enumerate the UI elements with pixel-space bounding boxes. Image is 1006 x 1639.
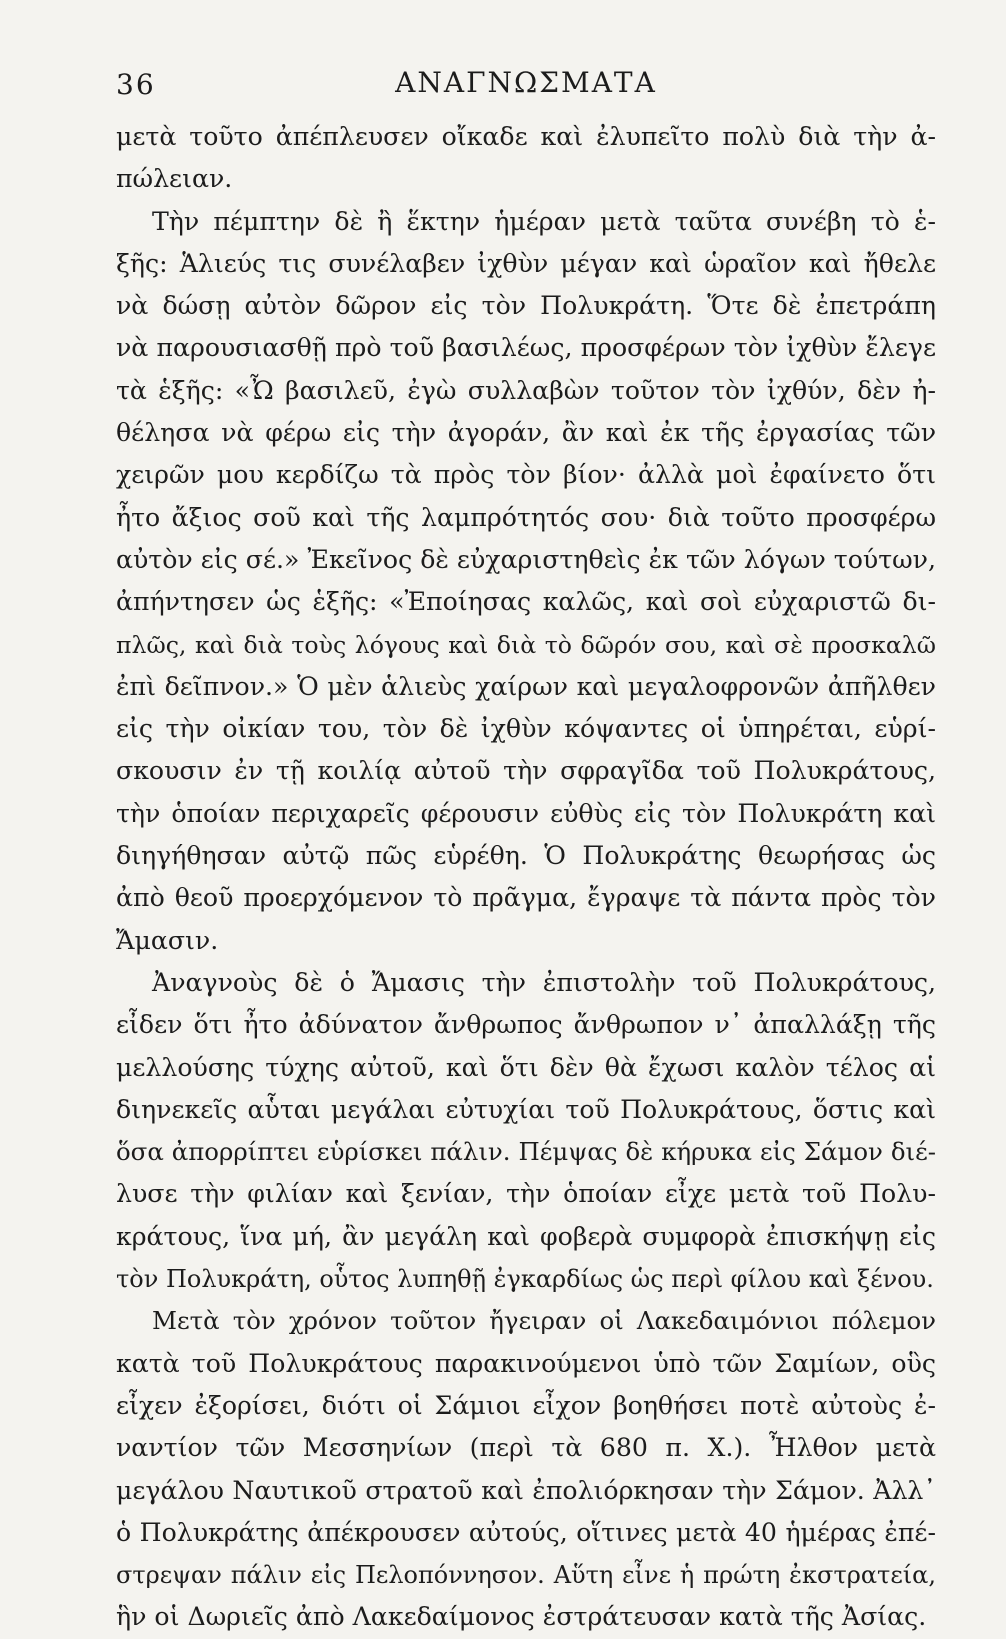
paragraph (116, 201, 936, 962)
text-line: πώλειαν. (116, 164, 233, 194)
text-line: Ἀναγνοὺς δὲ ὁ Ἄμασις τὴν ἐπιστολὴν τοῦ Πολυκράτους, (152, 967, 936, 997)
text-line: μελλούσης τύχης αὐτοῦ, καὶ ὅτι δὲν θὰ ἔχωσι καλὸν τέλος αἱ (116, 1052, 936, 1082)
paragraph (116, 962, 936, 1300)
text-line: ναντίον τῶν Μεσσηνίων (περὶ τὰ 680 π. Χ.). Ἦλθον μετὰ (116, 1433, 936, 1463)
text-line: διηγήθησαν αὐτῷ πῶς εὑρέθη. Ὁ Πολυκράτης θεωρήσας ὡς (116, 841, 936, 871)
text-line: ὁ Πολυκράτης ἀπέκρουσεν αὐτούς, οἵτινες μετὰ 40 ἡμέρας ἐπέ- (116, 1517, 936, 1547)
running-header (116, 62, 936, 114)
text-line: Τὴν πέμπτην δὲ ἢ ἕκτην ἡμέραν μετὰ ταῦτα συνέβη τὸ ἑ- (152, 206, 936, 236)
text-line: αὐτὸν εἰς σέ.» Ἐκεῖνος δὲ εὐχαριστηθεὶς ἐκ τῶν λόγων τούτων, (116, 544, 936, 574)
text-line: ἣν οἱ Δωριεῖς ἀπὸ Λακεδαίμονος ἐστράτευσαν κατὰ τῆς Ἀσίας. (116, 1602, 927, 1632)
text-line: ὅσα ἀπορρίπτει εὑρίσκει πάλιν. Πέμψας δὲ κήρυκα εἰς Σάμον διέ- (116, 1137, 936, 1167)
paragraph (116, 116, 936, 201)
text-line: ξῆς: Ἁλιεύς τις συνέλαβεν ἰχθὺν μέγαν καὶ ὡραῖον καὶ ἤθελε (116, 248, 936, 278)
running-title: ΑΝΑΓΝΩΣΜΑΤΑ (395, 66, 657, 99)
text-line: εἰς τὴν οἰκίαν του, τὸν δὲ ἰχθὺν κόψαντες οἱ ὑπηρέται, εὑρί- (116, 714, 936, 744)
text-line: νὰ δώσῃ αὐτὸν δῶρον εἰς τὸν Πολυκράτη. Ὅτε δὲ ἐπετράπη (116, 291, 936, 321)
text-line: ἀπὸ θεοῦ προερχόμενον τὸ πρᾶγμα, ἔγραψε τὰ πάντα πρὸς τὸν (116, 883, 936, 913)
paragraph (116, 1300, 936, 1638)
text-line: Ἄμασιν. (116, 925, 219, 955)
text-line: θέλησα νὰ φέρω εἰς τὴν ἀγοράν, ἂν καὶ ἐκ τῆς ἐργασίας τῶν (116, 418, 936, 448)
text-line: ἀπήντησεν ὡς ἑξῆς: «Ἐποίησας καλῶς, καὶ σοὶ εὐχαριστῶ δι- (116, 587, 936, 617)
text-line: κράτους, ἵνα μή, ἂν μεγάλη καὶ φοβερὰ συμφορὰ ἐπισκήψῃ εἰς (116, 1221, 936, 1251)
text-line: χειρῶν μου κερδίζω τὰ πρὸς τὸν βίον· ἀλλὰ μοὶ ἐφαίνετο ὅτι (116, 460, 936, 490)
body-text (116, 116, 936, 1639)
text-line: σκουσιν ἐν τῇ κοιλίᾳ αὐτοῦ τὴν σφραγῖδα τοῦ Πολυκράτους, (116, 756, 936, 786)
text-line: ἦτο ἄξιος σοῦ καὶ τῆς λαμπρότητός σου· διὰ τοῦτο προσφέρω (116, 502, 936, 532)
text-line: Μετὰ τὸν χρόνον τοῦτον ἤγειραν οἱ Λακεδαιμόνιοι πόλεμον (152, 1306, 936, 1336)
page-number: 36 (116, 68, 156, 101)
text-line: τὴν ὁποίαν περιχαρεῖς φέρουσιν εὐθὺς εἰς τὸν Πολυκράτη καὶ (116, 798, 936, 828)
text-line: νὰ παρουσιασθῇ πρὸ τοῦ βασιλέως, προσφέρων τὸν ἰχθὺν ἔλεγε (116, 333, 936, 363)
text-line: μεγάλου Ναυτικοῦ στρατοῦ καὶ ἐπολιόρκησαν τὴν Σάμον. Ἀλλ᾽ (116, 1475, 936, 1505)
text-line: ἐπὶ δεῖπνον.» Ὁ μὲν ἁλιεὺς χαίρων καὶ μεγαλοφρονῶν ἀπῆλθεν (116, 671, 936, 701)
text-line: πλῶς, καὶ διὰ τοὺς λόγους καὶ διὰ τὸ δῶρόν σου, καὶ σὲ προσκαλῶ (116, 630, 936, 659)
text-line: μετὰ τοῦτο ἀπέπλευσεν οἴκαδε καὶ ἐλυπεῖτο πολὺ διὰ τὴν ἀ- (116, 122, 936, 151)
text-line: στρεψαν πάλιν εἰς Πελοπόννησον. Αὕτη εἶνε ἡ πρώτη ἐκστρατεία, (116, 1561, 936, 1590)
text-line: τὰ ἑξῆς: «Ὦ βασιλεῦ, ἐγὼ συλλαβὼν τοῦτον τὸν ἰχθύν, δὲν ἠ- (116, 375, 936, 405)
text-line: εἶδεν ὅτι ἦτο ἀδύνατον ἄνθρωπος ἄνθρωπον ν᾽ ἀπαλλάξῃ τῆς (116, 1010, 936, 1040)
text-line: τὸν Πολυκράτη, οὗτος λυπηθῇ ἐγκαρδίως ὡς περὶ φίλου καὶ ξένου. (116, 1265, 934, 1294)
text-line: λυσε τὴν φιλίαν καὶ ξενίαν, τὴν ὁποίαν εἶχε μετὰ τοῦ Πολυ- (116, 1179, 936, 1209)
text-line: κατὰ τοῦ Πολυκράτους παρακινούμενοι ὑπὸ τῶν Σαμίων, οὓς (116, 1348, 936, 1378)
text-line: εἶχεν ἐξορίσει, διότι οἱ Σάμιοι εἶχον βοηθήσει ποτὲ αὐτοὺς ἐ- (116, 1390, 936, 1420)
text-line: διηνεκεῖς αὗται μεγάλαι εὐτυχίαι τοῦ Πολυκράτους, ὅστις καὶ (116, 1094, 936, 1124)
